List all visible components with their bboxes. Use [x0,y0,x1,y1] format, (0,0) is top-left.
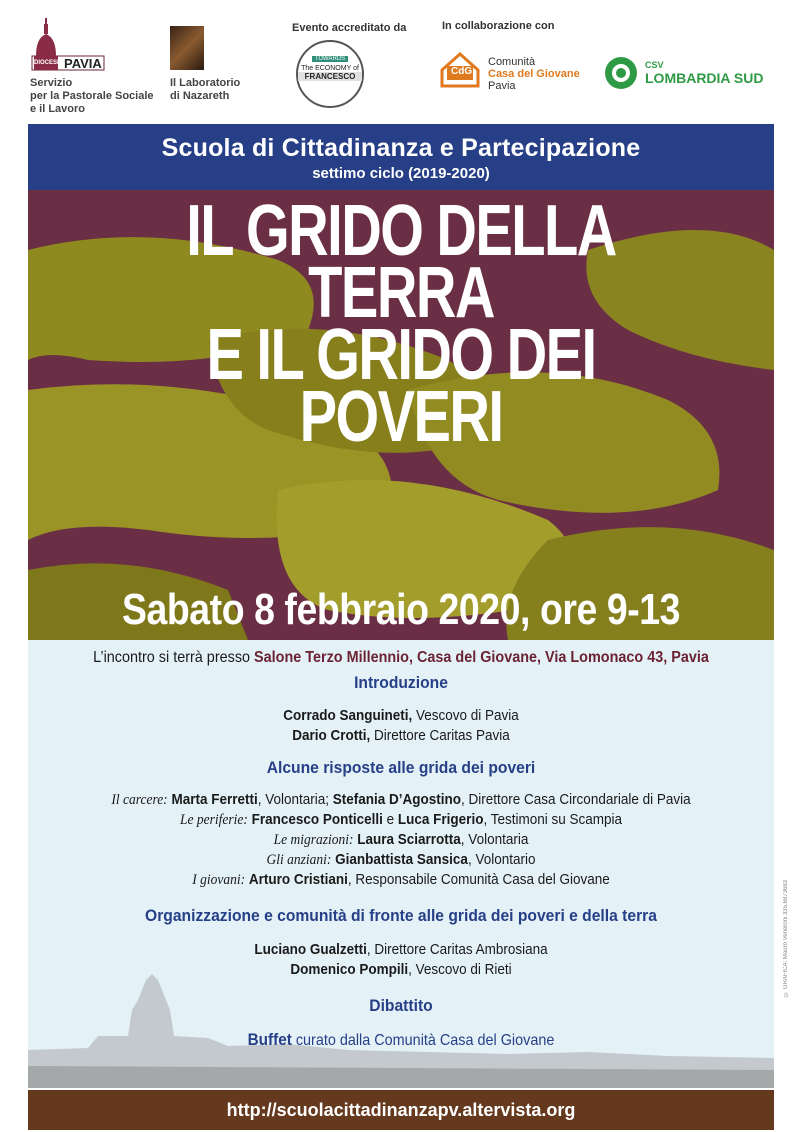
response-giovani [65,870,736,890]
diocesi-logo [30,16,105,72]
organization-speaker [65,940,736,960]
intro-heading: Introduzione [354,673,448,692]
speaker-role: , Testimoni su Scampia [483,811,623,828]
speaker-name: Laura Sciarrotta [357,831,461,848]
topic: Il carcere: [111,792,168,808]
collab-heading: In collaborazione con [442,20,555,32]
cdg-text: CdG [451,66,473,77]
speaker-name: Luciano Gualzetti [254,941,367,958]
accredited-heading: Evento accreditato da [292,22,407,34]
response-migrazioni [65,830,736,850]
cycle-subtitle: settimo ciclo (2019-2020) [312,165,490,182]
topic: Gli anziani: [266,852,332,868]
csv-logo [603,55,639,91]
graphic-credit: © GRAFICA: Mauro Veneroni 335.6873683 [783,880,789,997]
responses-heading: Alcune risposte alle grida dei poveri [266,758,536,777]
speaker-role: , Volontario [467,851,536,868]
speaker-role: , Volontaria [460,831,529,848]
topic: Le migrazioni: [273,832,354,848]
intro-speaker [65,706,736,726]
diocesi-small: DIOCESI [34,60,59,66]
topic: Le periferie: [179,812,248,828]
speaker-name: Corrado Sanguineti, [283,707,413,724]
caption-line: Servizio [30,77,73,89]
csv-name: LOMBARDIA SUD [645,70,764,86]
csv-small: CSV [645,60,664,70]
footer-url[interactable]: http://scuolacittadinanzapv.altervista.org [28,1090,774,1130]
response-periferie [65,810,736,830]
speaker-role: Vescovo di Pavia [412,707,519,724]
speaker-role: , Vescovo di Rieti [408,961,512,978]
speaker-name: Marta Ferretti [171,791,258,808]
laboratorio-caption [170,77,240,103]
laboratorio-logo [170,26,204,70]
headline-line-2: E IL GRIDO DEI POVERI [206,315,596,457]
buffet-line [65,1030,736,1051]
speaker-role: , Volontaria; [257,791,333,808]
speaker-name: Dario Crotti, [292,727,371,744]
cdg-line: Comunità [488,56,536,68]
dibattito-heading: Dibattito [369,996,433,1015]
speaker-name: Domenico Pompili [290,961,409,978]
economy-francesco-badge [296,40,364,108]
caption-line: Il Laboratorio [170,77,241,89]
caption-line: e il Lavoro [30,103,86,115]
speaker-name: Francesco Ponticelli [251,811,383,828]
title-bar [28,124,774,190]
diocesi-name: PAVIA [64,56,102,71]
speaker-name: Gianbattista Sansica [335,851,468,868]
event-date: Sabato 8 febbraio 2020, ore 9-13 [121,585,681,634]
headline [110,191,692,457]
badge-line: TOWARDS [312,56,348,62]
cdg-logo [438,48,482,92]
speaker-name: Luca Frigerio [397,811,484,828]
speaker-role: , Direttore Casa Circondariale di Pavia [461,791,691,808]
caption-line: di Nazareth [170,90,230,102]
conjunction: e [382,811,398,828]
response-anziani [65,850,736,870]
response-carcere [65,790,736,810]
speaker-role: Direttore Caritas Pavia [370,727,510,744]
buffet-text: curato dalla Comunità Casa del Giovane [291,1032,555,1049]
caption-line: per la Pastorale Sociale [30,90,154,102]
badge-line: FRANCESCO [298,72,362,81]
school-title: Scuola di Cittadinanza e Partecipazione [161,134,641,162]
badge-line: The ECONOMY of [301,65,359,72]
flower-icon [603,55,639,91]
csv-text [645,60,763,86]
headline-line-1: IL GRIDO DELLA TERRA [186,191,616,333]
cdg-line: Casa del Giovane [488,68,580,80]
venue-prefix: L’incontro si terrà presso [93,649,255,666]
intro-speaker [65,726,736,746]
cdg-line: Pavia [488,80,516,92]
venue-place: Salone Terzo Millennio, Casa del Giovane, Via Lomonaco 43, Pavia [254,649,709,666]
topic: I giovani: [192,872,246,888]
cdg-caption [488,56,580,92]
venue-line [65,648,736,668]
speaker-name: Arturo Cristiani [248,871,348,888]
diocesi-caption [30,77,154,116]
organization-speaker [65,960,736,980]
organization-heading: Organizzazione e comunità di fronte alle grida dei poveri e della terra [145,906,657,925]
buffet-label: Buffet [247,1030,292,1049]
speaker-role: , Responsabile Comunità Casa del Giovane [347,871,610,888]
speaker-name: Stefania D’Agostino [332,791,462,808]
speaker-role: , Direttore Caritas Ambrosiana [366,941,548,958]
